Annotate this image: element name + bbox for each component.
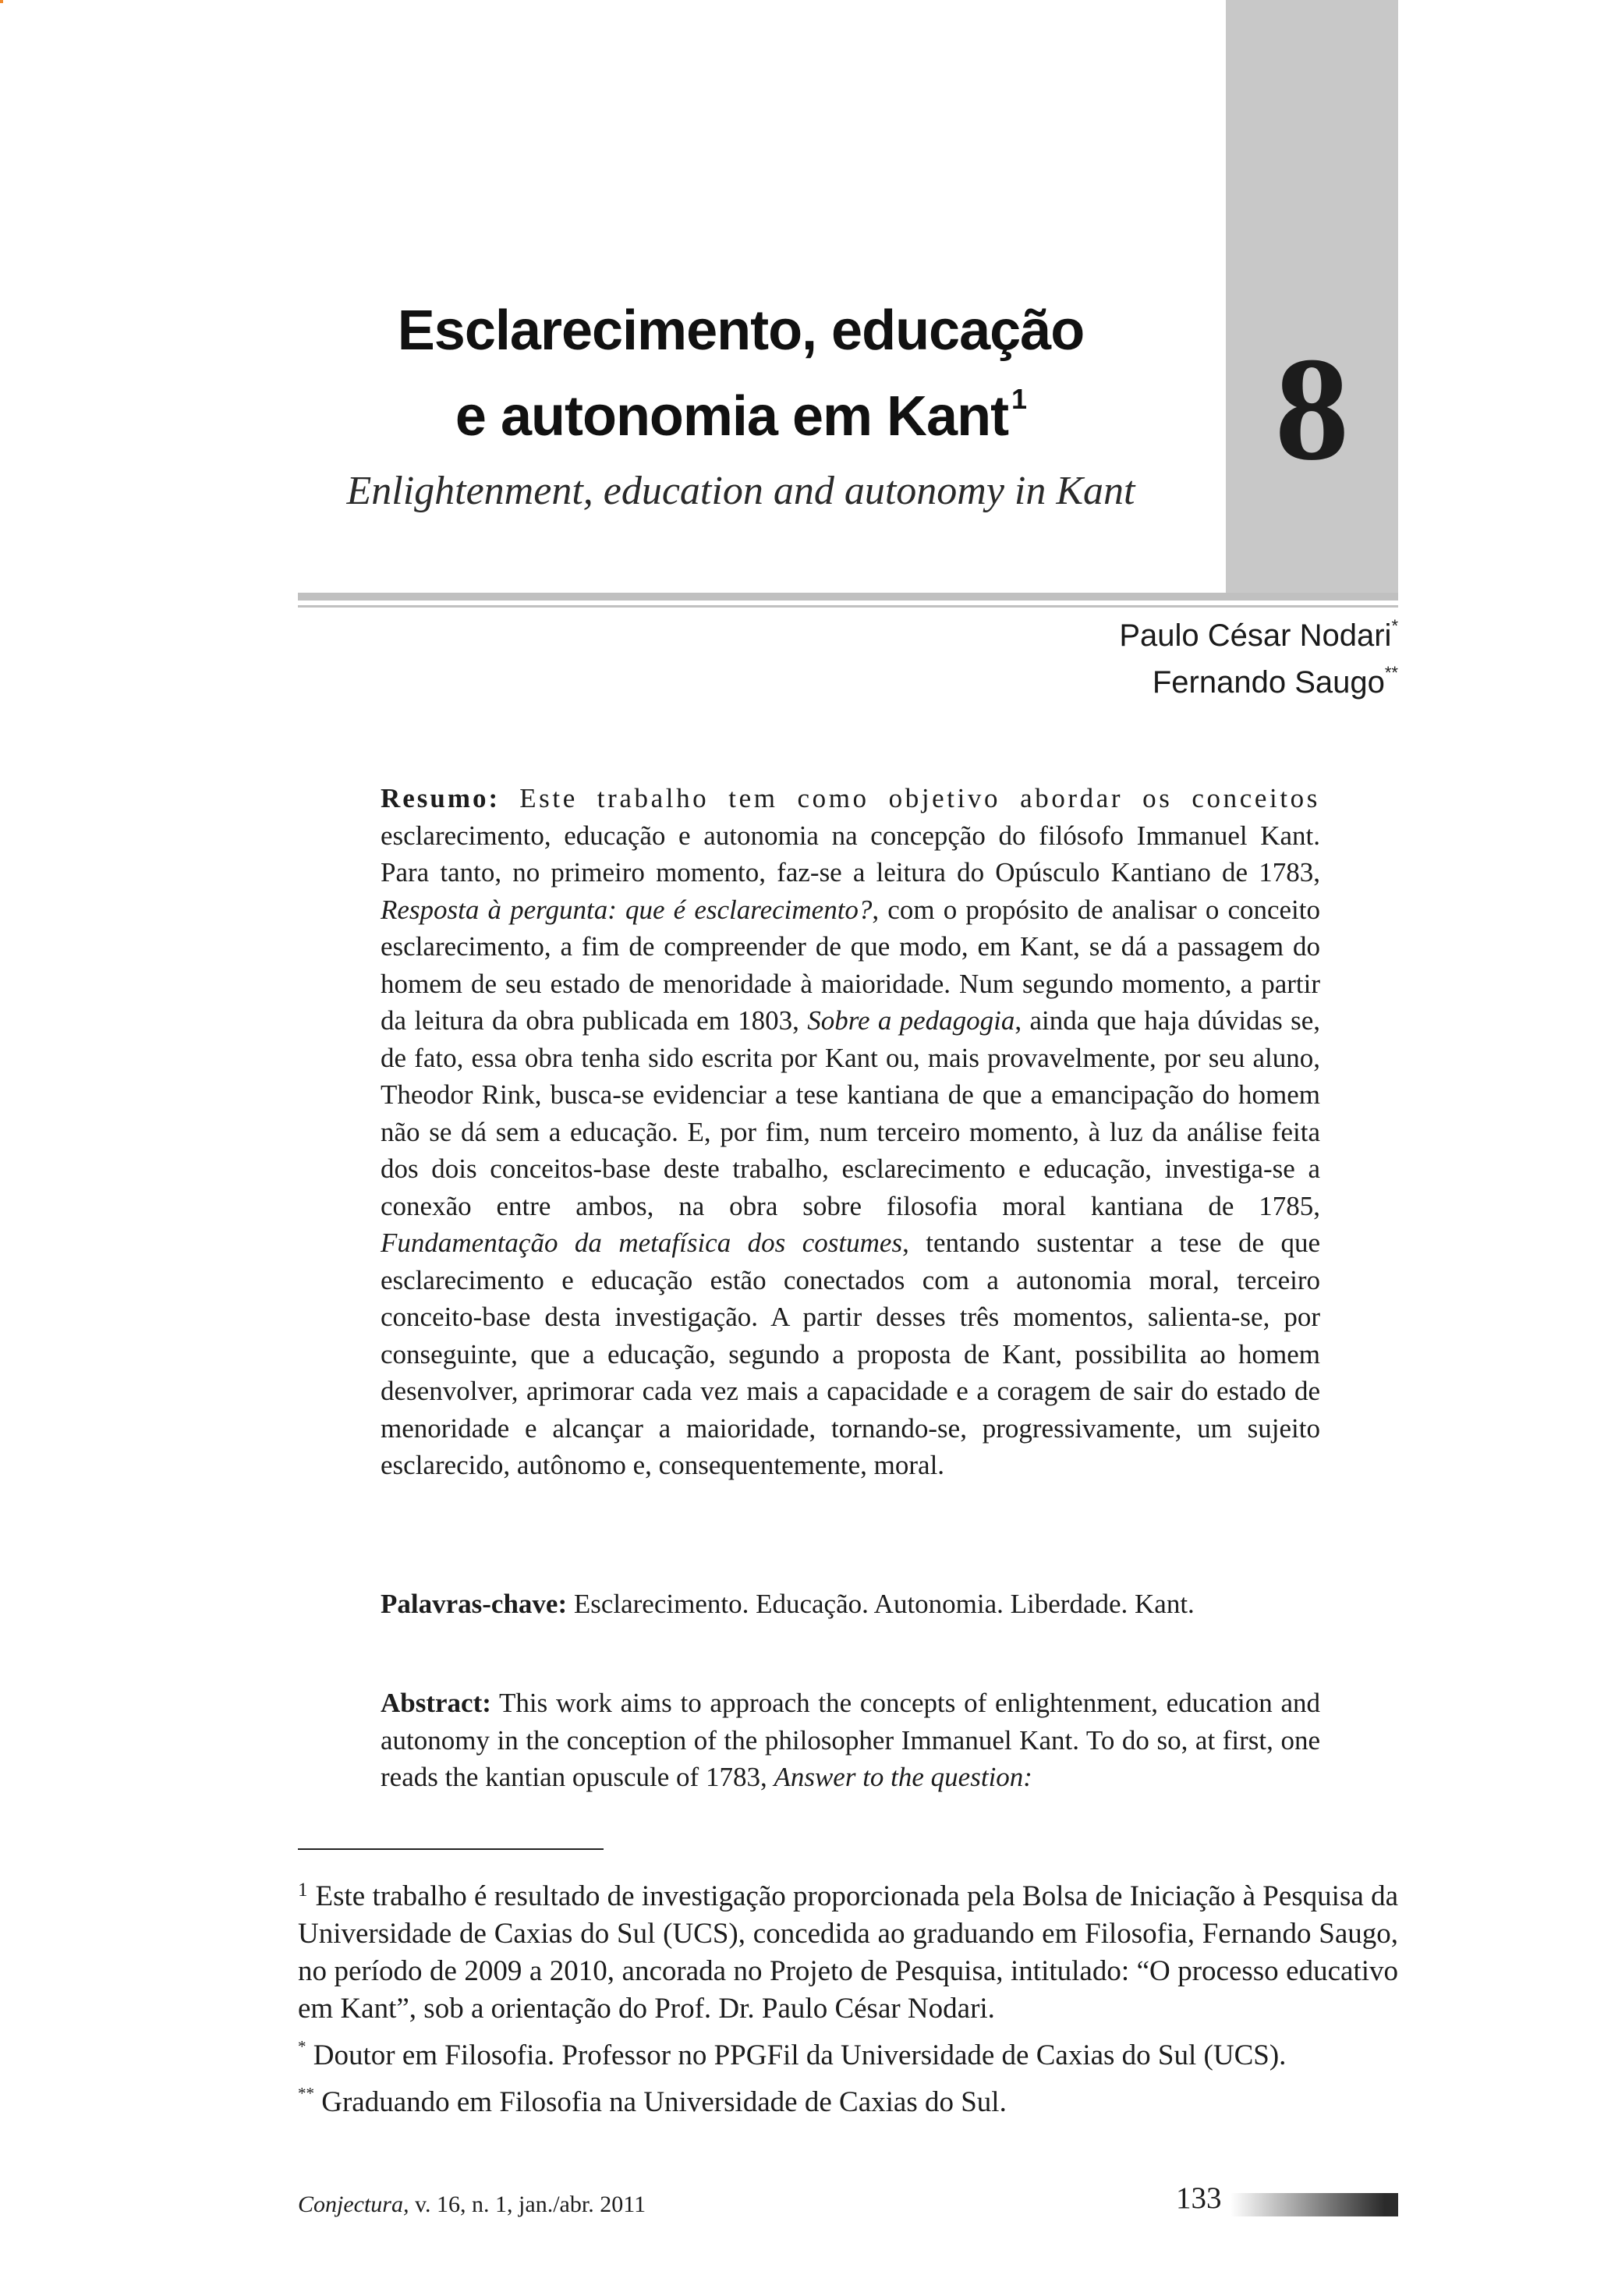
resumo-title-1: Resposta à pergunta: que é esclarecimento?	[381, 894, 873, 925]
footnote-text: Doutor em Filosofia. Professor no PPGFil da Universidade de Caxias do Sul (UCS).	[313, 2039, 1287, 2071]
footnote-mark: 1	[298, 1880, 308, 1901]
resumo-label: Resumo:	[381, 783, 501, 813]
resumo-first-text: Este trabalho tem como objetivo abordar os conceitos	[519, 783, 1320, 813]
abstract-text: This work aims to approach the concepts of enlightenment, education and autonomy in the conception of the philosopher Immanuel Kant. To do so, at first, one reads the kantian opuscule of 1783,	[381, 1688, 1320, 1792]
keywords-paragraph	[381, 1586, 1320, 1623]
chapter-number: 8	[1275, 328, 1349, 491]
resumo-title-2: Sobre a pedagogia	[807, 1005, 1015, 1036]
author-mark: *	[1391, 616, 1398, 636]
footnote-1	[298, 1872, 1398, 2028]
running-footer	[298, 2191, 646, 2218]
resumo-paragraph	[381, 780, 1320, 1484]
resumo-text-1: esclarecimento, educação e autonomia na concepção do filósofo Immanuel Kant. Para tanto, no primeiro momento, faz-se a leitura do Opúsculo Kantiano de 1783,	[381, 820, 1320, 888]
page-number: 133	[1176, 2181, 1222, 2215]
author-2	[1153, 663, 1398, 700]
issue-details: v. 16, n. 1, jan./abr. 2011	[415, 2191, 646, 2217]
keywords-label: Palavras-chave:	[381, 1589, 568, 1619]
journal-name: Conjectura,	[298, 2191, 409, 2217]
footnotes	[298, 1872, 1398, 2121]
footnote-mark: **	[298, 2084, 314, 2103]
resumo-text-4: , tentando sustentar a tese de que esclarecimento e educação estão conectados com a autonomia moral, terceiro conceito-base desta investigação. A partir desses três momentos, salienta-se, por conseguinte, que a educação, segundo a proposta de Kant, possibilita ao homem desenvolver, aprimorar cada vez mais a capacidade e a coragem de sair do estado de menoridade e alcançar a maioridade, tornando-se, progressivamente, um sujeito esclarecido, autônomo e, consequentemente, moral.	[381, 1228, 1320, 1480]
footnote-mark: *	[298, 2037, 306, 2056]
keywords-text: Esclarecimento. Educação. Autonomia. Liberdade. Kant.	[573, 1589, 1195, 1619]
resumo-text-2: , com o propósito de analisar o conceito esclarecimento, a fim de compreender de que modo, em Kant, se dá a passagem do homem de seu estado de menoridade à maioridade. Num segundo momento, a partir da leitura da obra publicada em 1803,	[381, 894, 1320, 1036]
footnote-text: Este trabalho é resultado de investigação proporcionada pela Bolsa de Iniciação à Pesquisa da Universidade de Caxias do Sul (UCS), concedida ao graduando em Filosofia, Fernando Saugo, no período de 2009 a 2010, ancorada no Projeto de Pesquisa, intitulado: “O processo educativo em Kant”, sob a orientação do Prof. Dr. Paulo César Nodari.	[298, 1880, 1398, 2025]
title-line-1	[296, 296, 1185, 365]
author-name: Fernando Saugo	[1152, 665, 1385, 700]
author-name: Paulo César Nodari	[1119, 618, 1392, 653]
header-rule	[298, 593, 1398, 601]
abstract-title: Answer to the question:	[774, 1762, 1032, 1792]
abstract-label: Abstract:	[381, 1688, 491, 1718]
title-block	[296, 296, 1185, 515]
title-footnote-mark: 1	[1011, 383, 1027, 415]
header-rule-thin	[298, 605, 1398, 608]
title-text-1: Esclarecimento, educação	[397, 299, 1085, 362]
resumo-title-3: Fundamentação da metafísica dos costumes	[381, 1228, 903, 1258]
abstract-paragraph	[381, 1685, 1320, 1796]
chapter-band	[1226, 0, 1398, 593]
footnote-text: Graduando em Filosofia na Universidade de Caxias do Sul.	[321, 2086, 1007, 2118]
title-line-2	[296, 365, 1185, 451]
resumo-text-3: , ainda que haja dúvidas se, de fato, essa obra tenha sido escrita por Kant ou, mais provavelmente, por seu aluno, Theodor Rink, busca-se evidenciar a tese kantiana de que a emancipação do homem não se dá sem a educação. E, por fim, num terceiro momento, à luz da análise feita dos dois conceitos-base deste trabalho, esclarecimento e educação, investiga-se a conexão entre ambos, na obra sobre filosofia moral kantiana de 1785,	[381, 1005, 1320, 1221]
author-mark: **	[1384, 663, 1398, 682]
footnote-3	[298, 2075, 1398, 2121]
author-1	[1119, 616, 1398, 654]
title-text-2: e autonomia em Kant	[455, 385, 1009, 448]
corner-crop-mark	[0, 0, 3, 3]
subtitle: Enlightenment, education and autonomy in Kant	[346, 469, 1135, 513]
footer-gradient-bar	[1231, 2193, 1398, 2216]
footnote-rule	[298, 1848, 604, 1850]
footnote-2	[298, 2028, 1398, 2075]
resumo-first-line	[381, 780, 1320, 817]
